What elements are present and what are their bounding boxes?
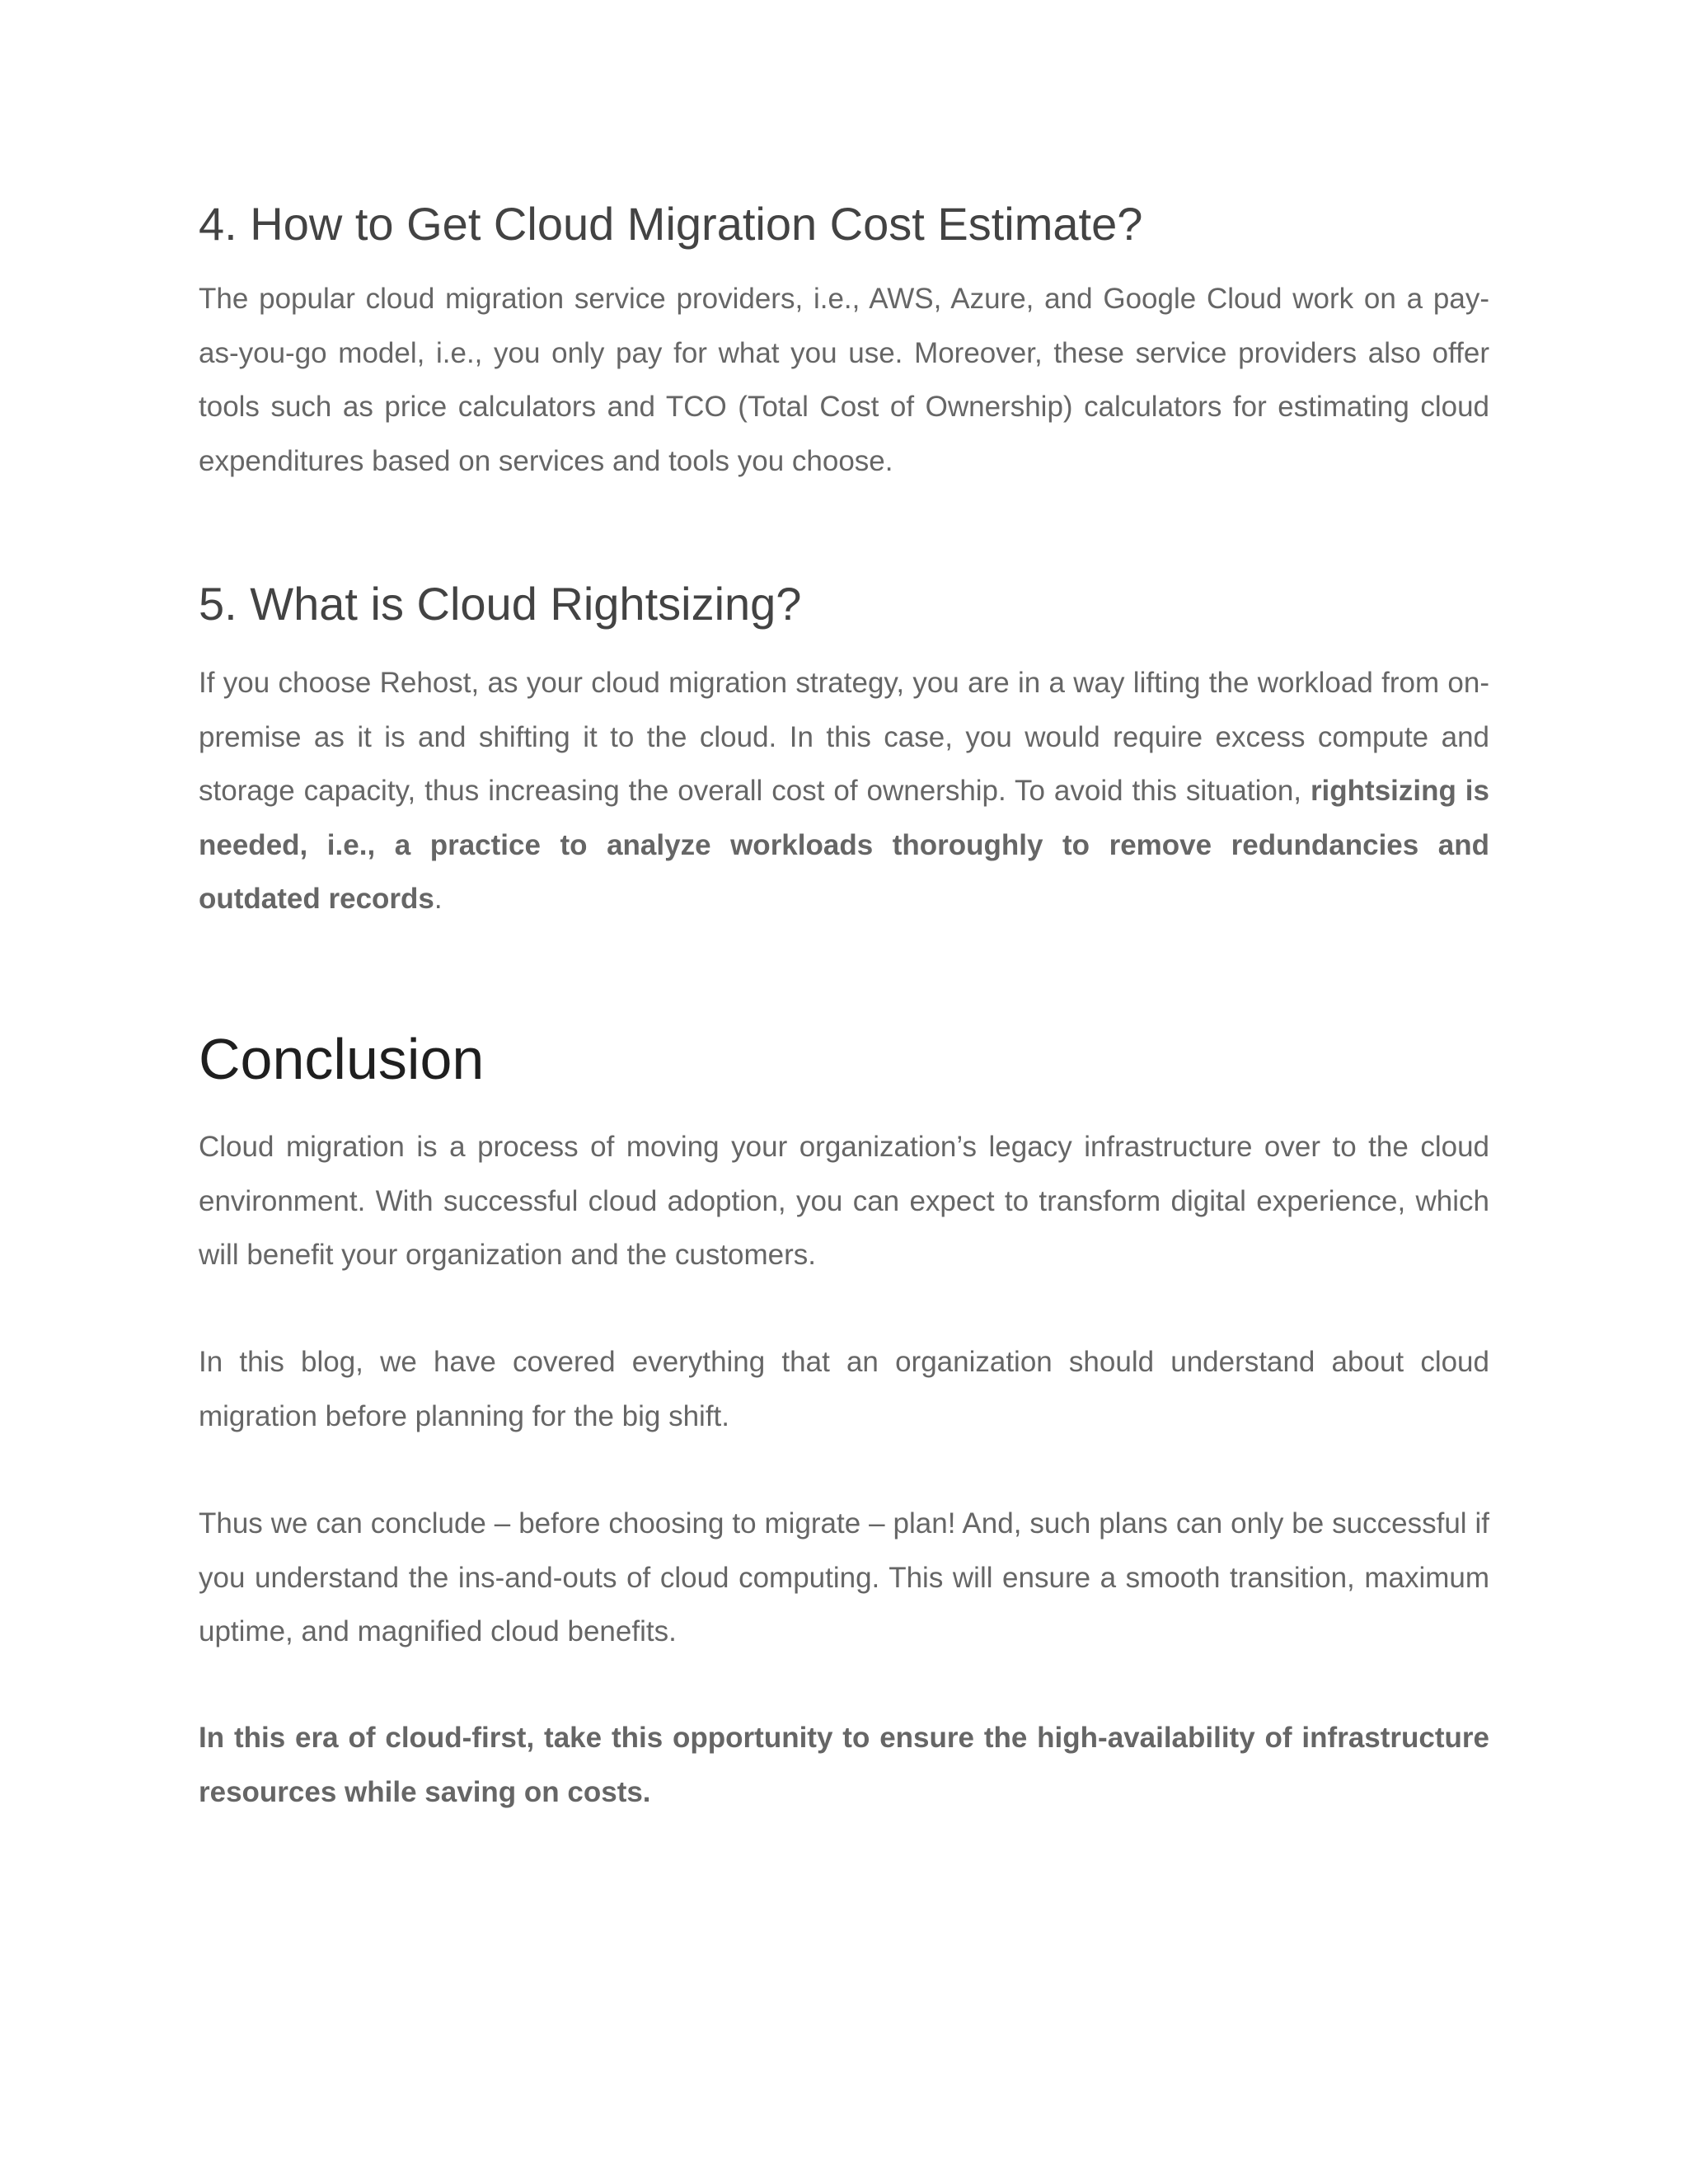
- rightsizing-text-start: If you choose Rehost, as your cloud migration strategy, you are in a way lifting the workload from on-premise as it is and shifting it to the cloud. In this case, you would require excess compute and storage capacity, thus increasing the overall cost of ownership. To avoid this situation,: [199, 667, 1489, 807]
- conclusion-heading: Conclusion: [199, 1027, 485, 1091]
- conclusion-paragraph-3: Thus we can conclude – before choosing to migrate – plan! And, such plans can only be successful if you understand the ins-and-outs of cloud computing. This will ensure a smooth transition, maximum uptime, and magnified cloud benefits.: [199, 1507, 1489, 1647]
- paragraph-rightsizing: [199, 656, 1489, 926]
- paragraph-cost-estimate: The popular cloud migration service providers, i.e., AWS, Azure, and Google Cloud work on a pay-as-you-go model, i.e., you only pay for what you use. Moreover, these service providers also offer tools such as price calculators and TCO (Total Cost of Ownership) calculators for estimating cloud expenditures based on services and tools you choose.: [199, 283, 1489, 477]
- section-heading-cost-estimate: 4. How to Get Cloud Migration Cost Estimate?: [199, 198, 1143, 250]
- conclusion-paragraph-1: Cloud migration is a process of moving your organization’s legacy infrastructure over to the cloud environment. With successful cloud adoption, you can expect to transform digital experience, which will benefit your organization and the customers.: [199, 1131, 1489, 1271]
- rightsizing-bold-text: rightsizing is needed, i.e., a practice to analyze workloads thoroughly to remove redundancies and outdated records: [199, 775, 1489, 915]
- conclusion-paragraph-4: [199, 1711, 1489, 1819]
- section-heading-rightsizing: 5. What is Cloud Rightsizing?: [199, 578, 802, 630]
- rightsizing-text-end: .: [434, 883, 443, 915]
- conclusion-paragraph-2: In this blog, we have covered everything that an organization should understand about cloud migration before planning for the big shift.: [199, 1346, 1489, 1432]
- conclusion-bold-statement: In this era of cloud-first, take this opportunity to ensure the high-availability of infrastructure resources while saving on costs.: [199, 1722, 1489, 1808]
